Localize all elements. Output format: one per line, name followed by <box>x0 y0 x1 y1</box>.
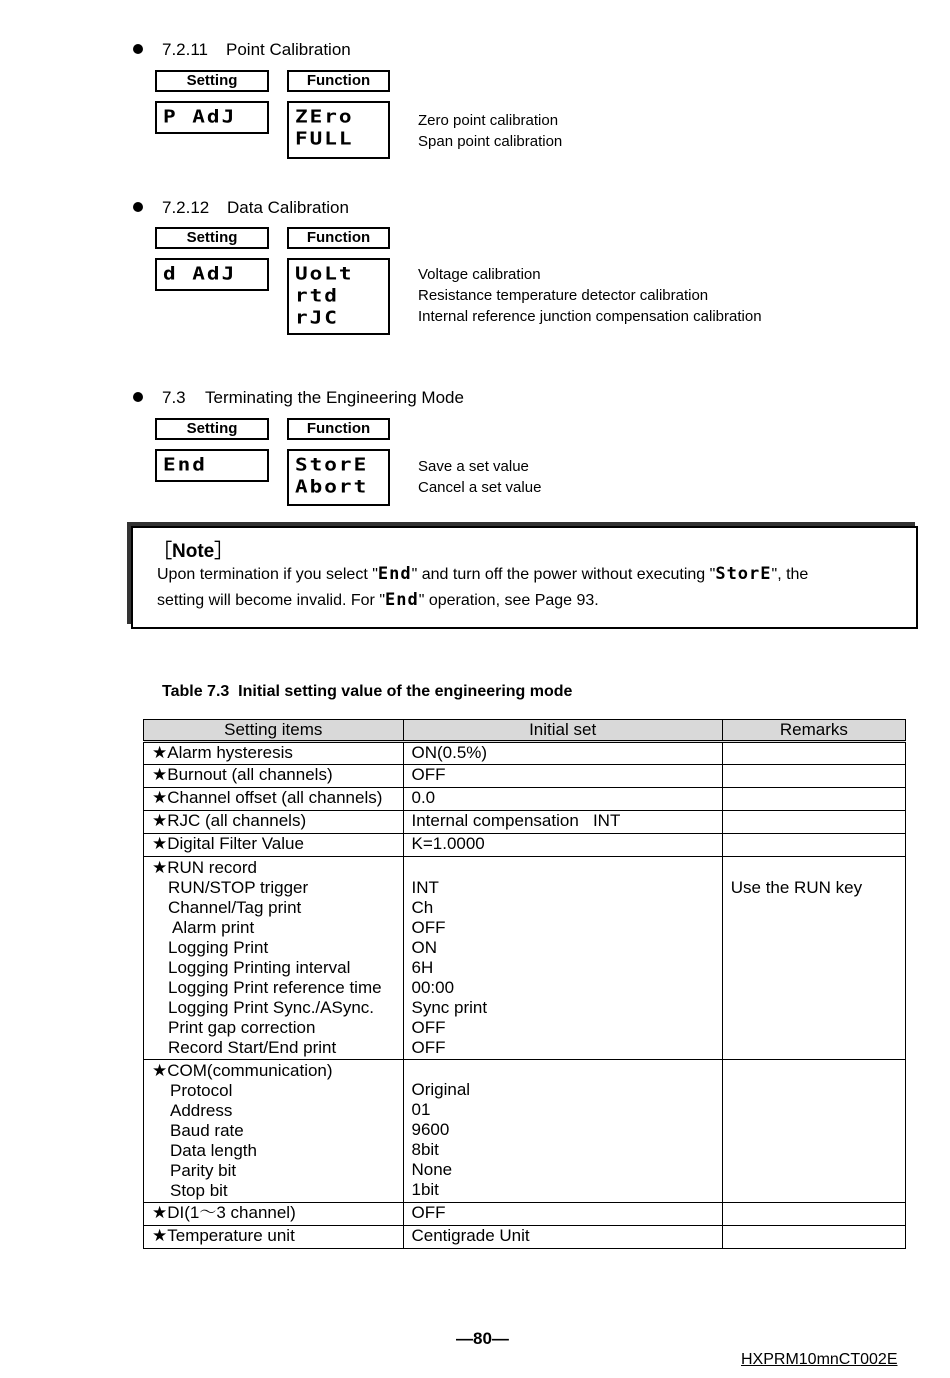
setting-item-group <box>144 1060 404 1203</box>
description: Internal reference junction compensation calibration <box>418 308 762 325</box>
initial-value: ON(0.5%) <box>403 742 722 765</box>
table-row <box>144 788 906 811</box>
description: Save a set value <box>418 458 529 475</box>
description: Span point calibration <box>418 133 563 150</box>
setting-item-group <box>144 857 404 1060</box>
initial-value: OFF <box>403 765 722 788</box>
description: Cancel a set value <box>418 479 542 496</box>
note-text: ", the <box>771 566 809 583</box>
lcd-text: rtd <box>295 285 339 306</box>
note-title: ［Note］ <box>153 541 234 562</box>
initial-settings-table <box>143 719 906 1249</box>
section-number: 7.2.11 <box>162 40 209 59</box>
initial-value: K=1.0000 <box>403 834 722 857</box>
initial-value: OFF <box>411 1038 446 1057</box>
setting-item: ★RJC (all channels) <box>144 811 404 834</box>
initial-value: 01 <box>411 1100 431 1119</box>
remarks <box>722 811 905 834</box>
remarks <box>722 834 905 857</box>
section-title: Terminating the Engineering Mode <box>205 388 464 407</box>
table-row <box>144 765 906 788</box>
lcd-text: ZEro <box>295 106 354 127</box>
initial-value: 0.0 <box>403 788 722 811</box>
setting-item: ★Temperature unit <box>144 1226 404 1249</box>
setting-item: ★Burnout (all channels) <box>144 765 404 788</box>
sub-item: Logging Print Sync./ASync. <box>168 998 375 1017</box>
bullet-icon <box>133 392 143 402</box>
remarks <box>722 742 905 765</box>
table-row <box>144 1203 906 1226</box>
initial-value-group <box>403 857 722 1060</box>
function-label: Function <box>287 418 390 440</box>
initial-value: 6H <box>411 958 434 977</box>
remarks <box>722 1203 905 1226</box>
remarks <box>722 1226 905 1249</box>
initial-value: 1bit <box>411 1180 439 1199</box>
document-id: HXPRM10mnCT002E <box>741 1351 898 1368</box>
note-text: setting will become invalid. For " <box>157 592 385 609</box>
column-header: Remarks <box>722 720 905 742</box>
note-text-line-2 <box>157 590 599 610</box>
initial-value: Original <box>411 1080 471 1099</box>
table-header-row <box>144 720 906 742</box>
setting-display <box>155 101 269 134</box>
initial-value: OFF <box>411 1018 446 1037</box>
column-header: Setting items <box>144 720 404 742</box>
initial-value: Centigrade Unit <box>403 1226 722 1249</box>
function-descriptions <box>418 110 562 152</box>
lcd-text: StorE <box>295 454 369 475</box>
sub-item: Data length <box>170 1141 257 1160</box>
note-text-line-1 <box>157 564 808 584</box>
setting-item: ★Alarm hysteresis <box>144 742 404 765</box>
section-title: Point Calibration <box>226 40 351 59</box>
remarks <box>722 788 905 811</box>
sub-item: Logging Print reference time <box>168 978 382 997</box>
sub-item: Logging Printing interval <box>168 958 351 977</box>
lcd-inline: StorE <box>715 564 772 584</box>
section-number: 7.3 <box>162 388 186 407</box>
initial-value <box>403 811 722 834</box>
description: Resistance temperature detector calibration <box>418 287 709 304</box>
function-display <box>287 449 390 506</box>
initial-value: 9600 <box>411 1120 450 1139</box>
function-display <box>287 101 390 159</box>
table-row <box>144 811 906 834</box>
sub-item: Logging Print <box>168 938 269 957</box>
sub-item: Record Start/End print <box>168 1038 337 1057</box>
lcd-text: Abort <box>295 476 369 497</box>
sub-item: Parity bit <box>170 1161 237 1180</box>
function-display <box>287 258 390 335</box>
note-text: " operation, see Page 93. <box>418 592 599 609</box>
initial-value: Ch <box>411 898 434 917</box>
sub-item: Alarm print <box>172 918 255 937</box>
initial-value-group <box>403 1060 722 1203</box>
page-number: ―80― <box>456 1329 509 1348</box>
function-label: Function <box>287 70 390 92</box>
remarks <box>722 765 905 788</box>
remarks <box>722 1060 905 1203</box>
note-text: " and turn off the power without executing " <box>411 566 716 583</box>
setting-item: ★Channel offset (all channels) <box>144 788 404 811</box>
setting-display <box>155 449 269 482</box>
initial-value: Sync print <box>411 998 488 1017</box>
lcd-text: d AdJ <box>163 263 237 284</box>
setting-label: Setting <box>155 227 269 249</box>
note-box <box>131 526 918 629</box>
remarks <box>722 857 905 1060</box>
table-row <box>144 834 906 857</box>
description: Voltage calibration <box>418 266 541 283</box>
sub-item: Stop bit <box>170 1181 228 1200</box>
initial-value: None <box>411 1160 453 1179</box>
sub-item: RUN/STOP trigger <box>168 878 309 897</box>
initial-value-text: Internal compensation INT <box>411 811 621 830</box>
table-row <box>144 742 906 765</box>
setting-label: Setting <box>155 418 269 440</box>
initial-value: ON <box>411 938 437 957</box>
lcd-inline: End <box>377 564 412 584</box>
function-descriptions <box>418 264 762 327</box>
setting-label: Setting <box>155 70 269 92</box>
lcd-inline: End <box>385 590 419 610</box>
setting-item: ★RUN record <box>152 858 257 877</box>
setting-item: ★DI(1～3 channel) <box>144 1203 404 1226</box>
setting-item: ★Digital Filter Value <box>144 834 404 857</box>
table-row <box>144 1060 906 1203</box>
lcd-text: End <box>163 454 207 475</box>
initial-value: OFF <box>411 918 446 937</box>
sub-item: Print gap correction <box>168 1018 316 1037</box>
lcd-text: rJC <box>295 307 339 328</box>
setting-item: ★COM(communication) <box>152 1061 333 1080</box>
lcd-text: P AdJ <box>163 106 237 127</box>
table-caption: Table 7.3 Initial setting value of the engineering mode <box>162 683 573 700</box>
sub-item: Address <box>170 1101 233 1120</box>
function-label: Function <box>287 227 390 249</box>
setting-display <box>155 258 269 291</box>
table-row <box>144 857 906 1060</box>
bullet-icon <box>133 44 143 54</box>
column-header: Initial set <box>403 720 722 742</box>
initial-value: 00:00 <box>411 978 455 997</box>
section-number: 7.2.12 <box>162 198 210 217</box>
bullet-icon <box>133 202 143 212</box>
lcd-text: FULL <box>295 128 354 149</box>
sub-item: Protocol <box>170 1081 233 1100</box>
function-descriptions <box>418 456 541 498</box>
note-text: Upon termination if you select " <box>157 566 378 583</box>
initial-value: 8bit <box>411 1140 439 1159</box>
initial-value: INT <box>411 878 439 897</box>
lcd-text: UoLt <box>295 263 354 284</box>
initial-value: OFF <box>403 1203 722 1226</box>
table-row <box>144 1226 906 1249</box>
sub-item: Channel/Tag print <box>168 898 302 917</box>
sub-item: Baud rate <box>170 1121 244 1140</box>
remark-text: Use the RUN key <box>730 878 863 897</box>
description: Zero point calibration <box>418 112 559 129</box>
section-title: Data Calibration <box>227 198 349 217</box>
